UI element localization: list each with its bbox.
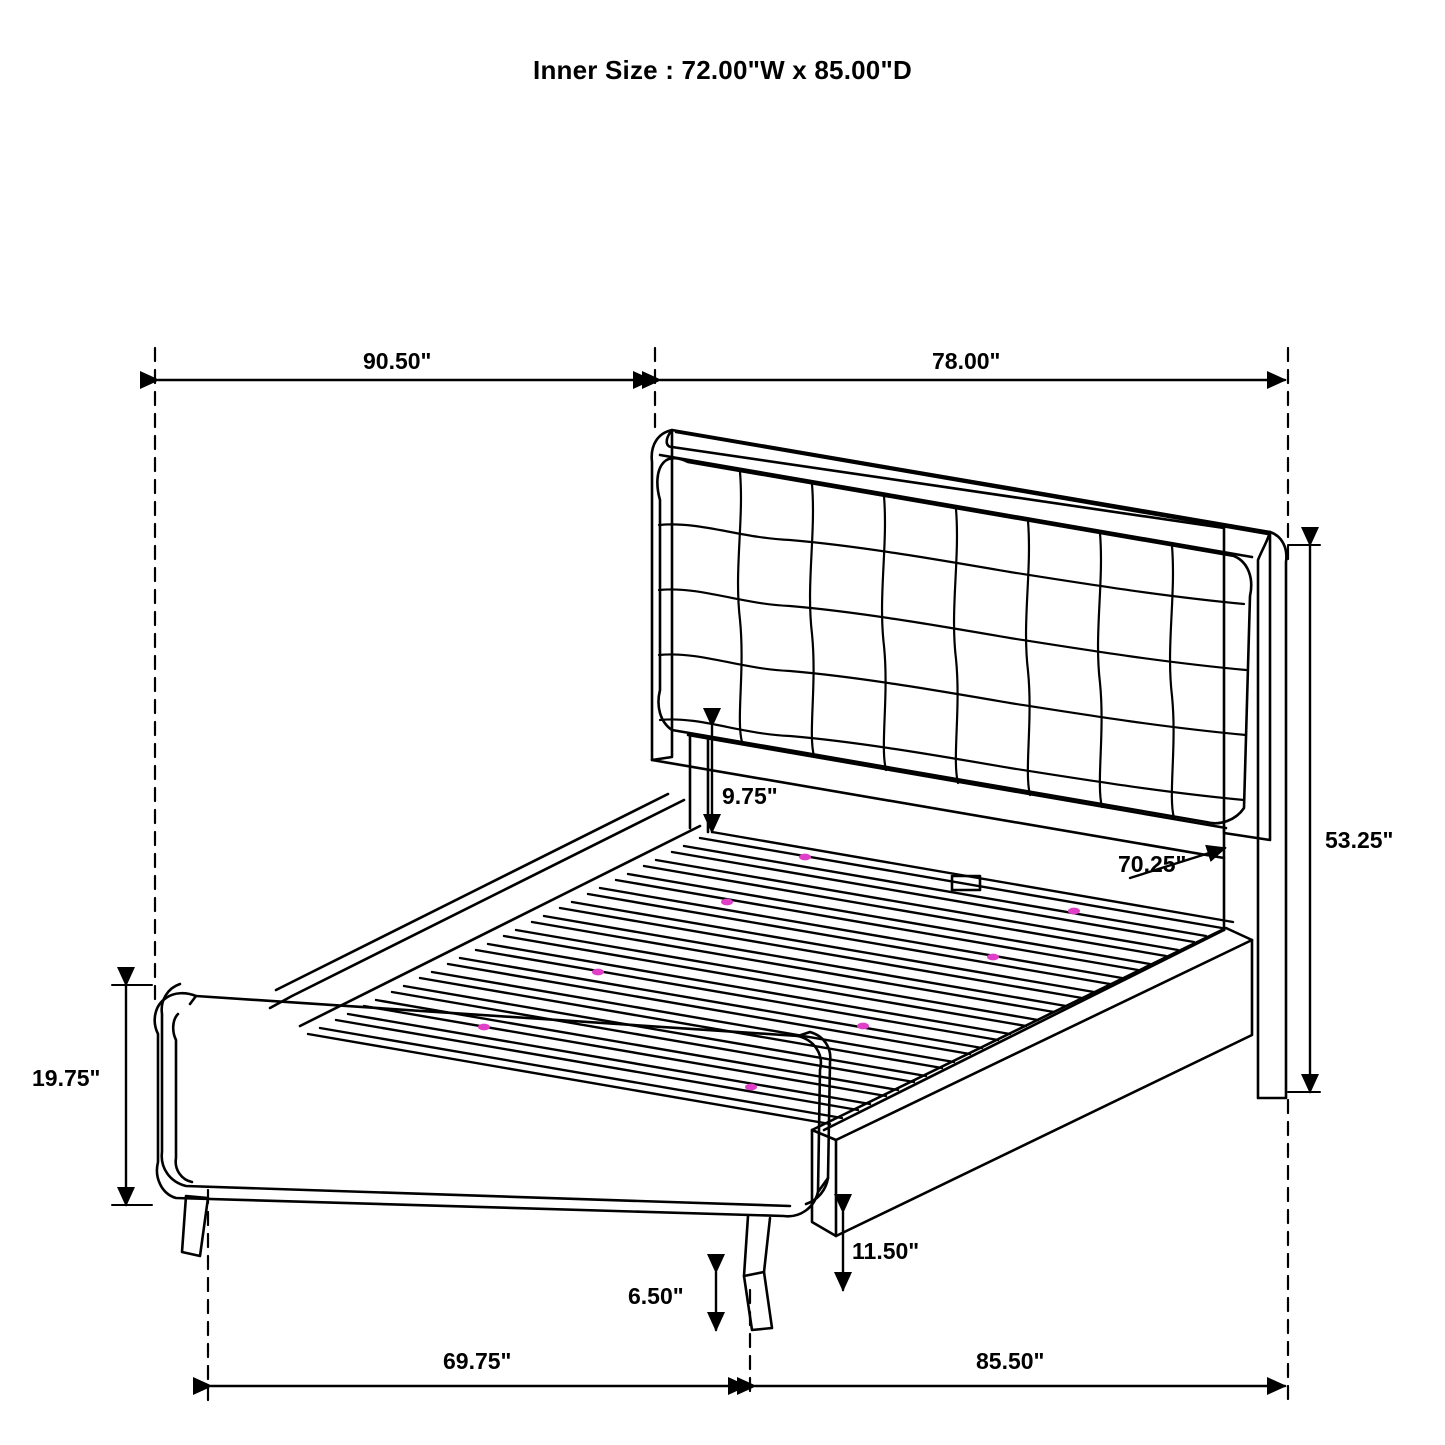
dimension-label-slat-to-headboard: 9.75" (722, 783, 778, 809)
dimension-label-footboard-width: 69.75" (443, 1348, 512, 1374)
dimension-lines (112, 380, 1320, 1386)
dimension-label-rail-height: 11.50" (852, 1238, 920, 1264)
leg-front-right (744, 1272, 772, 1330)
dimension-label-inner-width: 70.25" (1118, 851, 1187, 877)
page-title: Inner Size : 72.00"W x 85.00"D (533, 55, 912, 85)
headboard-right-post (1258, 532, 1286, 1098)
headboard-top-rail (676, 432, 1268, 534)
right-side-rail-joint (812, 1130, 836, 1140)
back-rail-top (270, 800, 684, 1008)
headboard-left-post-top (652, 430, 672, 760)
dimension-label-footboard-height: 19.75" (32, 1065, 101, 1091)
dimension-label-side-rail-length: 85.50" (976, 1348, 1045, 1374)
leg-front-right-upper-b (764, 1218, 770, 1272)
leg-front-left (182, 1196, 208, 1256)
dimension-label-headboard-height: 53.25" (1325, 827, 1394, 853)
footboard-left-seam (173, 1014, 192, 1182)
footboard-corner-a (190, 996, 196, 1004)
mattress-slats (308, 832, 1233, 1124)
dimension-label-headboard-width: 78.00" (932, 348, 1001, 374)
leg-front-right-upper (744, 1216, 748, 1276)
tufting-grid (659, 472, 1246, 818)
dimension-label-leg-height: 6.50" (628, 1283, 684, 1309)
dimension-label-overall-left-depth: 90.50" (363, 348, 432, 374)
